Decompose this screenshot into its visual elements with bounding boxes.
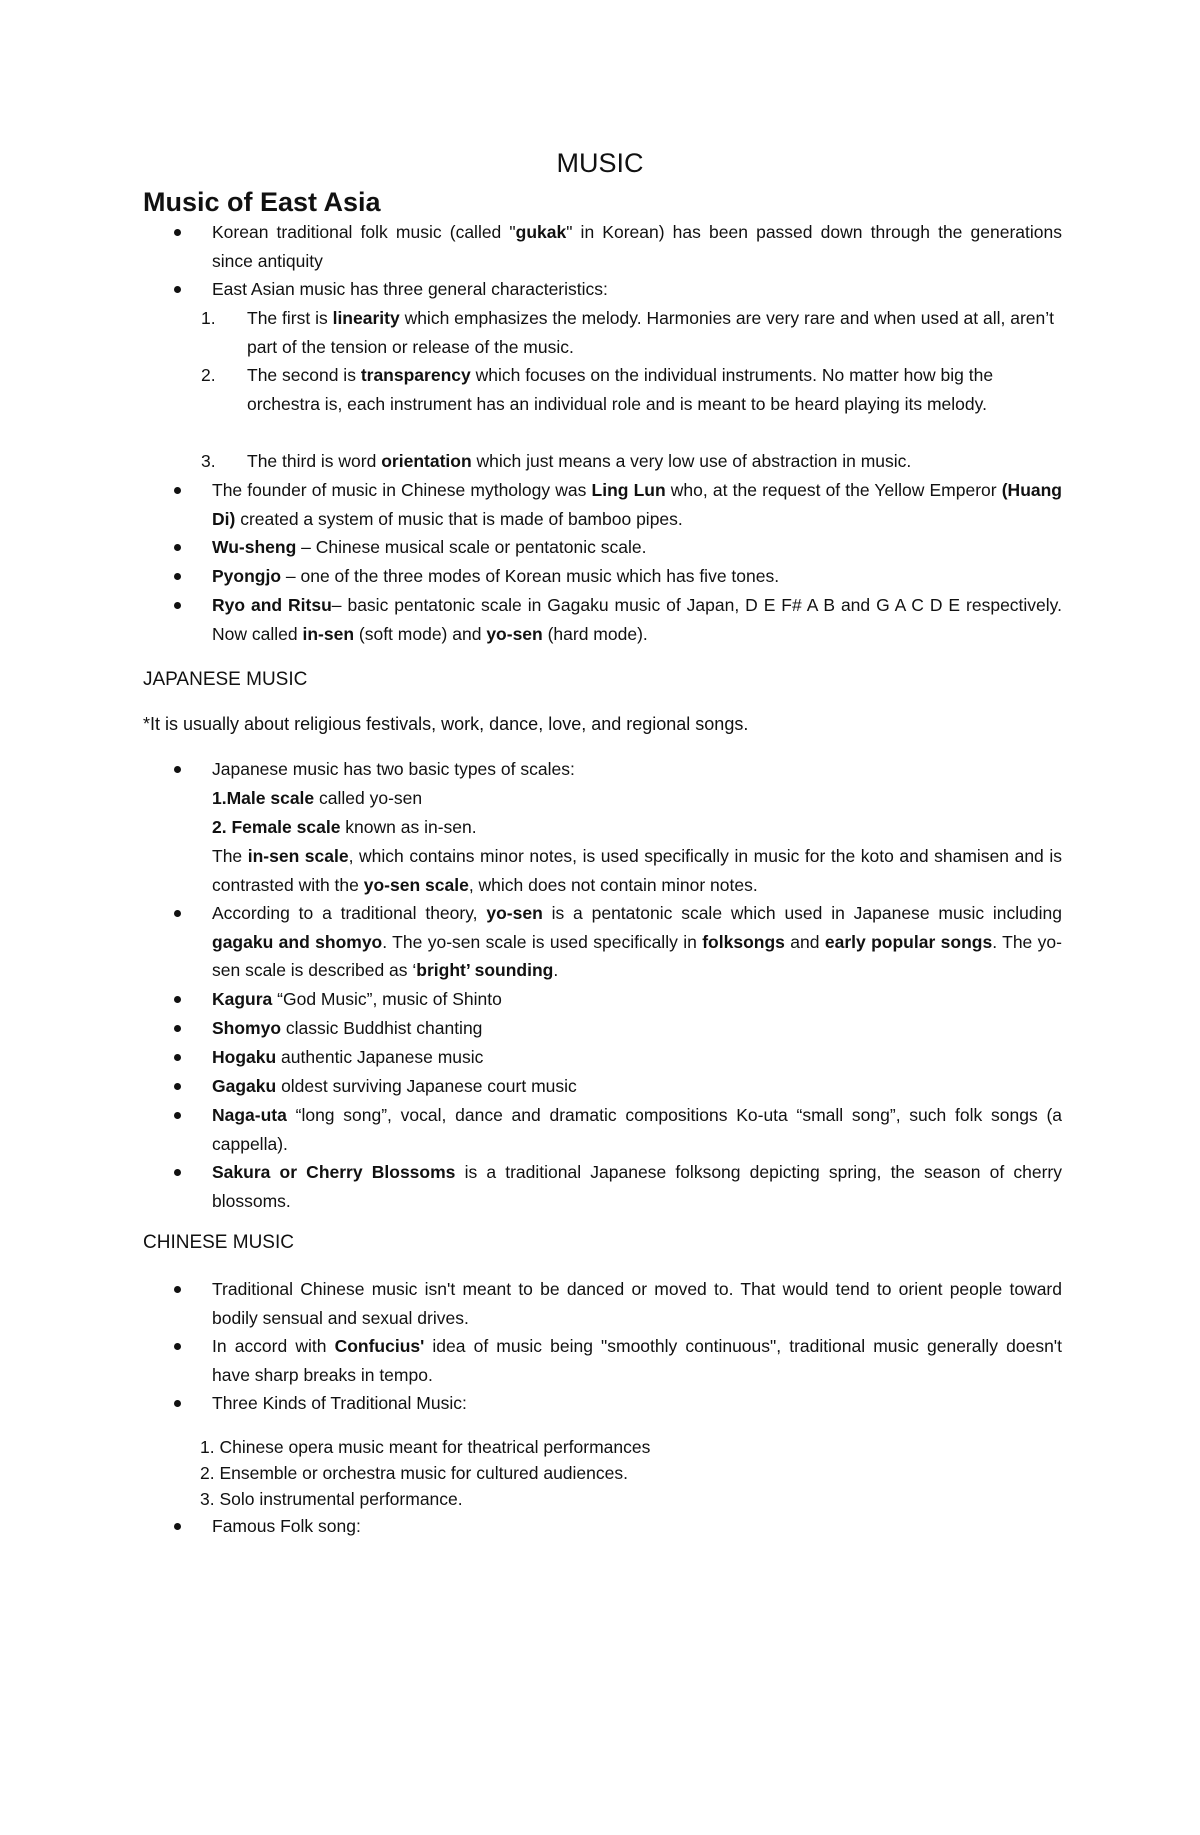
bullet-icon [171, 1332, 183, 1344]
bullet-icon [171, 218, 183, 230]
bullet-icon [171, 591, 183, 603]
bullet-icon [171, 533, 183, 545]
bullet-icon [171, 1043, 183, 1055]
bullet-icon [171, 476, 183, 488]
bullet-icon [171, 1512, 183, 1524]
page-title: MUSIC [556, 148, 644, 178]
bullet-icon [171, 275, 183, 287]
section-title-east-asia: Music of East Asia [143, 187, 381, 217]
bullet-icon [171, 1389, 183, 1401]
bullet-icon [171, 562, 183, 574]
bullet-icon [171, 1072, 183, 1084]
bullet-icon [171, 1158, 183, 1170]
bullet-icon [171, 1275, 183, 1287]
bullet-icon [171, 985, 183, 997]
section-heading-chinese: CHINESE MUSIC [143, 1232, 294, 1253]
bullet-icon [171, 1101, 183, 1113]
document-page: MUSIC Music of East Asia Korean traditional folk music (called "gukak" in Korean) has been passed down through the generations since antiquity East Asian music has three general characteristics: 1. The first is linearity which emphasizes the melody. Harmonies are very rare and when used at all, aren’t part of the tension or release of the music. 2. The second is transparency which focuses on the individual instruments. No matter how big the orchestra is, each instrument has an individual role and is meant to be heard playing its melody. 3. The third is word orientation which just means a very low use of abstraction in music. The founder of music in Chinese mythology was Ling Lun who, at the request of the Yellow Emperor (Huang Di) created a system of music that is made of bamboo pipes. Wu-sheng – Chinese musical scale or pentatonic scale. Pyongjo – one of the three modes of Korean music which has five tones. Ryo and Ritsu– basic pentatonic scale in Gagaku music of Japan, D E F# A B and G A C D E respectively. Now called in-sen (soft mode) and yo-sen (hard mode). JAPANESE MUSIC *It is usually about religious festivals, work, dance, love, and regional songs. Japanese music has two basic types of scales: 1.Male scale called yo-sen 2. Female scale known as in-sen. The in-sen scale, which contains minor notes, is used specifically in music for the koto and shamisen and is contrasted with the yo-sen scale, which does not contain minor notes. According to a traditional theory, yo-sen is a pentatonic scale which used in Japanese music including gagaku and shomyo. The yo-sen scale is used specifically in folksongs and early popular songs. The yo-sen scale is described as ‘bright’ sounding. Kagura “God Music”, music of Shinto Shomyo classic Buddhist chanting Hogaku authentic Japanese music Gagaku oldest surviving Japanese court music Naga-uta “long song”, vocal, dance and dramatic compositions Ko-uta “small song”, such folk songs (a cappella). Sakura or Cherry Blossoms is a traditional Japanese folksong depicting spring, the season of cherry blossoms. CHINESE MUSIC Traditional Chinese music isn't meant to be danced or moved to. That would tend to orient people toward bodily sensual and sexual drives. In accord with Confucius' idea of music being "smoothly continuous", traditional music generally doesn't have sharp breaks in tempo. Three Kinds of Traditional Music: 1. Chinese opera music meant for theatrical performances 2. Ensemble or orchestra music for cultured audiences. 3. Solo instrumental performance. Famous Folk song: [0, 0, 1200, 1835]
bullet-icon [171, 1014, 183, 1026]
bullet-icon [171, 755, 183, 767]
section-heading-japanese: JAPANESE MUSIC [143, 669, 308, 690]
section-note: *It is usually about religious festivals, work, dance, love, and regional songs. [143, 714, 749, 734]
bullet-icon [171, 899, 183, 911]
